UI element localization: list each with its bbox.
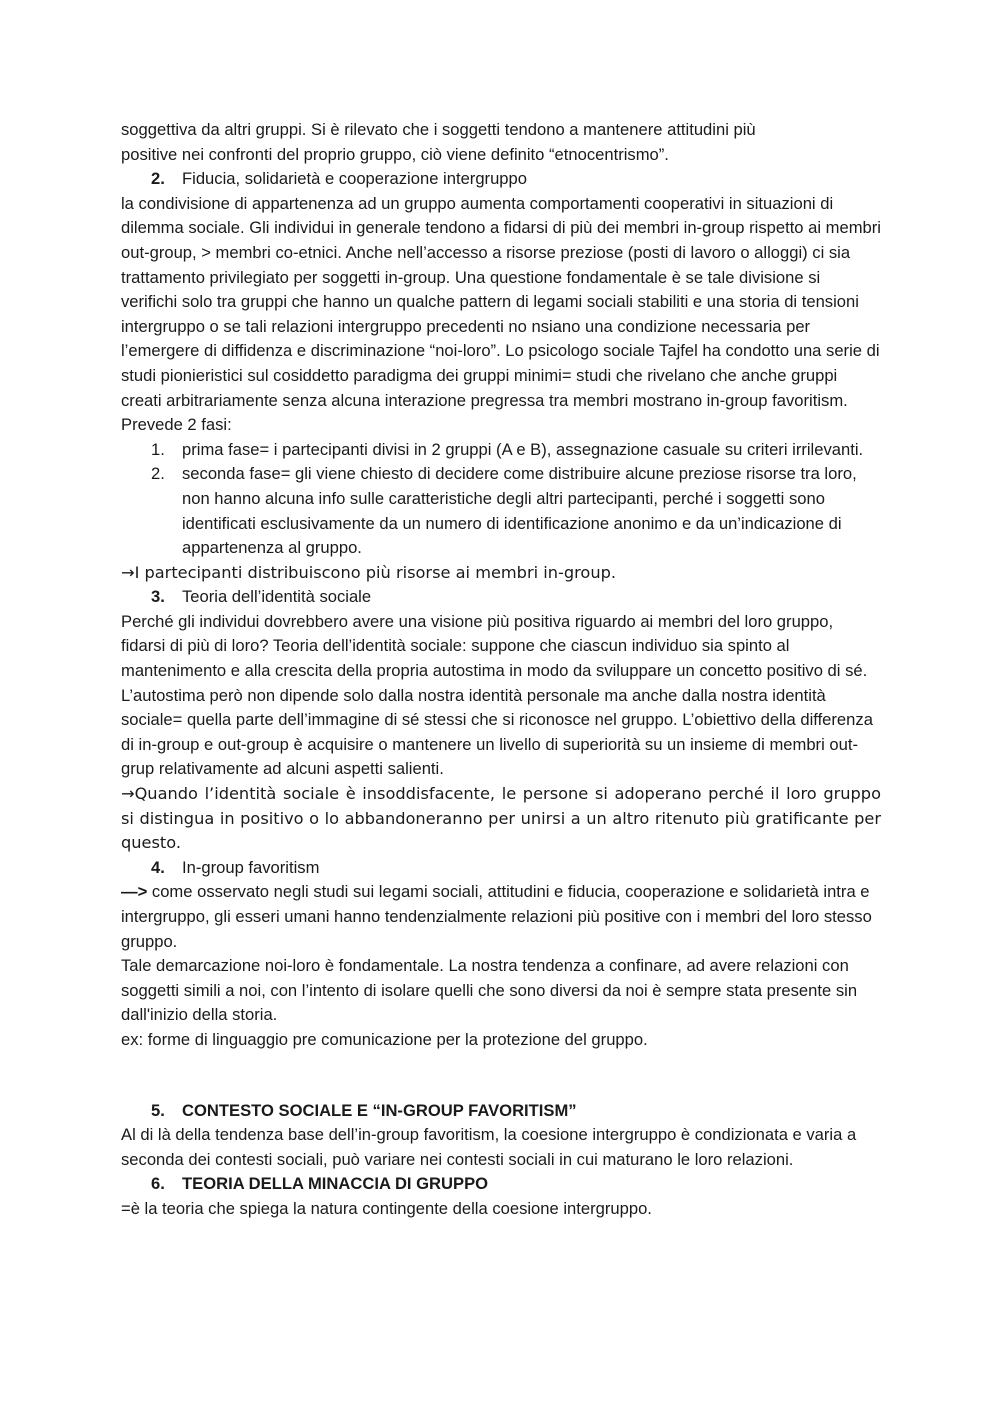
section-3-conclusion: →Quando l’identità sociale è insoddisfacente, le persone si adoperano perché il loro gruppo si distingua in positivo o lo abbandoneranno per unirsi a un altro ritenuto più gratificante per questo. [121,784,881,853]
list-item [121,462,881,560]
section-3-body [121,610,881,782]
section-4-heading [121,856,881,881]
section-5-heading [121,1099,881,1124]
section-6-number: 6. [151,1174,165,1194]
section-5-number: 5. [151,1100,165,1120]
list-item-text: seconda fase= gli viene chiesto di decidere come distribuire alcune preziose risorse tra loro, non hanno alcuna info sulle caratteristiche degli altri partecipanti, perché i soggetti sono identificati esclusivamente da un numero di identificazione anonimo e da un’indicazione di appartenenza al gruppo. [182,464,857,558]
section-3-number: 3. [151,587,165,607]
section-3-body-text: Perché gli individui dovrebbero avere una visione più positiva riguardo ai membri del loro gruppo, fidarsi di più di loro? Teoria dell’identità sociale: suppone che ciascun individuo sia spinto al mantenimento e alla crescita della propria autostima in modo da sviluppare un concetto positivo di sé. L’autostima però non dipende solo dalla nostra identità personale ma anche dalla nostra identità sociale= quella parte dell’immagine di sé stessi che si riconosce nel gruppo. L’obiettivo della differenza di in-group e out-group è acquisire o mantenere un livello di superiorità su un insieme di membri out-grup relativamente ad alcuni aspetti salienti. [121,611,873,779]
section-2-heading [121,167,881,192]
section-4-body [121,880,881,954]
spacer [121,1053,881,1099]
section-6-heading [121,1172,881,1197]
section-6-body: =è la teoria che spiega la natura contingente della coesione intergruppo. [121,1198,652,1218]
arrow-glyph: —> [121,882,148,902]
section-5-title: CONTESTO SOCIALE E “IN-GROUP FAVORITISM” [182,1100,577,1120]
section-2-number: 2. [151,169,165,189]
list-item [121,438,881,463]
document-page [121,118,881,1222]
list-item-text: prima fase= i partecipanti divisi in 2 gruppi (A e B), assegnazione casuale su criteri irrilevanti. [182,439,864,459]
list-item-number: 2. [151,464,165,484]
section-5-body: Al di là della tendenza base dell’in-group favoritism, la coesione intergruppo è condizionata e varia a seconda dei contesti sociali, può variare nei contesti sociali in cui maturano le loro relazioni. [121,1125,857,1169]
section-4-number: 4. [151,857,165,877]
section-2-body: la condivisione di appartenenza ad un gruppo aumenta comportamenti cooperativi in situazioni di dilemma sociale. Gli individui in generale tendono a fidarsi di più dei membri in-group rispetto ai membri out-group, > membri co-etnici. Anche nell’accesso a risorse preziose (posti di lavoro o alloggi) ci sia trattamento privilegiato per soggetti in-group. Una questione fondamentale è se tale divisione si verifichi solo tra gruppi che hanno un qualche pattern di legami sociali stabiliti e una storia di tensioni intergruppo o se tali relazioni intergruppo precedenti no nsiano una condizione necessaria per l’emergere di diffidenza e discriminazione “noi-loro”. Lo psicologo sociale Tajfel ha condotto una serie di studi pionieristici sul cosiddetto paradigma dei gruppi minimi= studi che rivelano che anche gruppi creati arbitrariamente senza alcuna interazione pregressa tra membri mostrano in-group favoritism. Prevede 2 fasi: [121,193,881,435]
list-item-number: 1. [151,439,165,459]
section-4-paragraph-2: Tale demarcazione noi-loro è fondamentale. La nostra tendenza a confinare, ad avere relazioni con soggetti simili a noi, con l’intento di isolare quelli che sono diversi da noi è sempre stata presente sin dall'inizio della storia. [121,956,858,1025]
section-3-heading [121,585,881,610]
section-6-title: TEORIA DELLA MINACCIA DI GRUPPO [182,1174,489,1194]
section-4-body-text: come osservato negli studi sui legami sociali, attitudini e fiducia, cooperazione e solidarietà intra e intergruppo, gli esseri umani hanno tendenzialmente relazioni più positive con i membri del loro stesso gruppo. [121,882,872,951]
section-2-title: Fiducia, solidarietà e cooperazione intergruppo [182,169,527,189]
section-4-paragraph-3: ex: forme di linguaggio pre comunicazione per la protezione del gruppo. [121,1029,648,1049]
section-2-conclusion: →I partecipanti distribuiscono più risorse ai membri in-group. [121,562,617,582]
section-4-title: In-group favoritism [182,857,320,877]
section-3-title: Teoria dell’identità sociale [182,587,372,607]
intro-line-2: positive nei confronti del proprio gruppo, ciò viene definito “etnocentrismo”. [121,144,669,164]
intro-line-1: soggettiva da altri gruppi. Si è rilevato che i soggetti tendono a mantenere attitudini più [121,120,756,139]
